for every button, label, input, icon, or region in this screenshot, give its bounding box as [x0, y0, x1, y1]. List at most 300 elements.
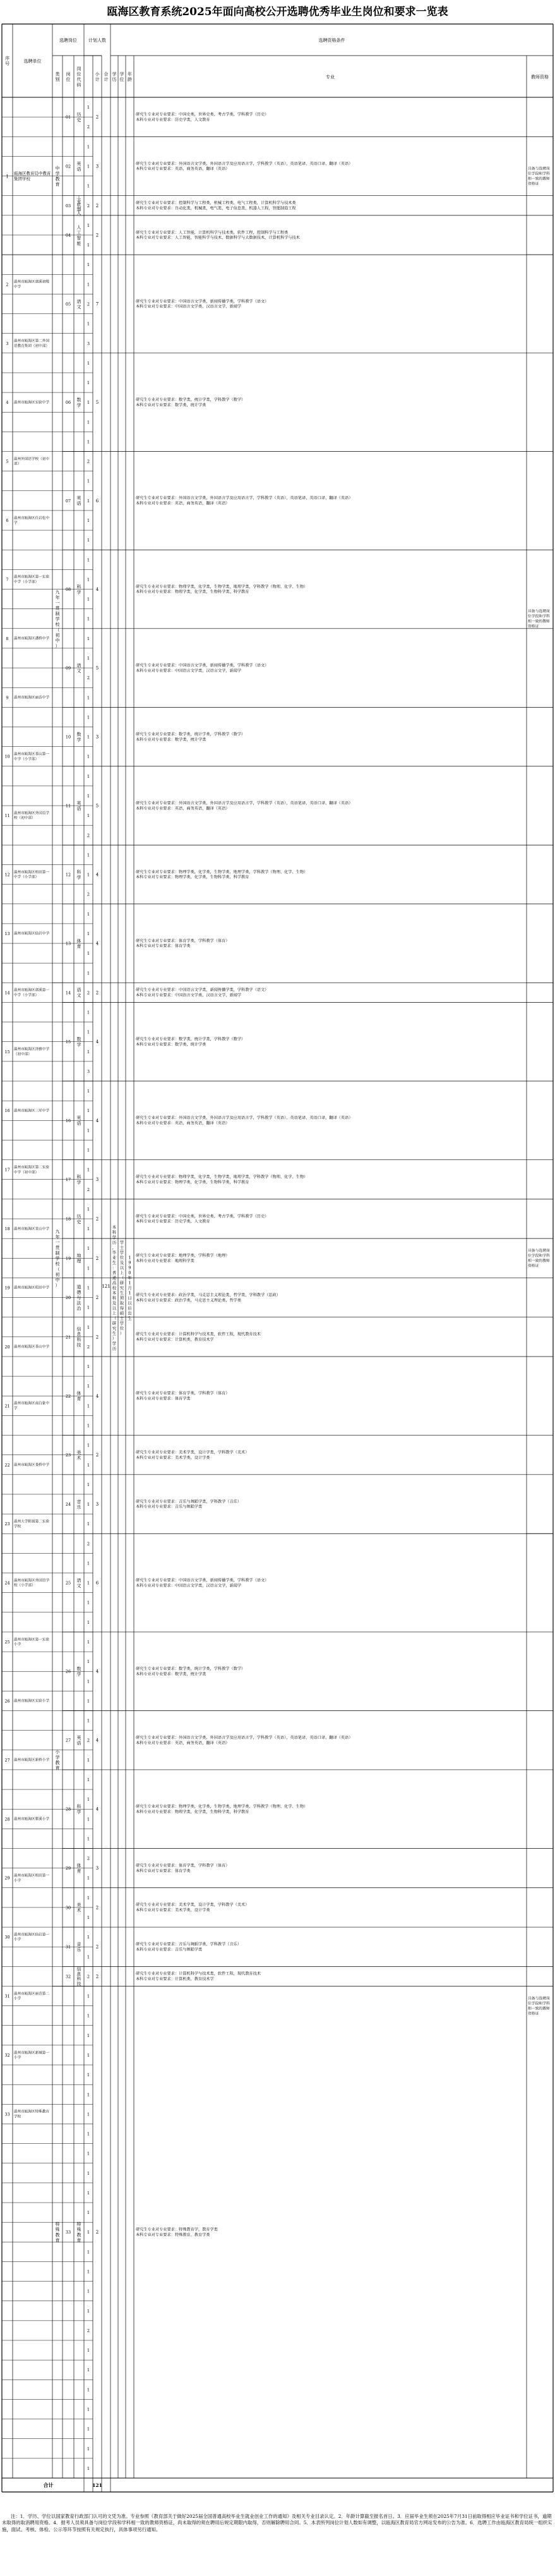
plan-count: 1	[87, 1384, 90, 1389]
major-requirement: 研究生专业对专业要求：体育学类，学科教学（体育）本科专业对专业要求：体育学类	[136, 1391, 230, 1401]
major-requirement: 研究生专业对专业要求：人工智能，计算机科学与技术类，软件工程，控制科学与工程类本科专业对专业要求：人工智能，智能科学与技术，数据科学与大数据技术，计算机科学与技术	[136, 230, 300, 241]
plan-count: 1	[87, 2426, 90, 2432]
plan-count: 1	[87, 1875, 90, 1881]
plan-count: 1	[87, 2131, 90, 2137]
major-requirement: 研究生专业对专业要求：物理学类，化学类，生物学类，地理学类，学科教学（物理、化学、生物）本科专业对专业要求：物理学类，化学类，生物科学类，科学教育	[136, 1175, 308, 1185]
position-no: 16	[65, 1118, 71, 1123]
seq-number: 21	[4, 1403, 10, 1409]
seq-number: 28	[4, 1817, 10, 1822]
seq-number: 20	[4, 1344, 10, 1350]
plan-count: 1	[87, 852, 90, 858]
major-requirement: 研究生专业对专业要求：外国语言文学类，外国语言学及应用语言学，学科教学（英语），英语笔译，英语口译，翻译（英语）本科专业对专业要求：英语，商务英语，翻译（英语）	[136, 1116, 353, 1126]
plan-count: 1	[87, 1698, 90, 1704]
major-requirement: 研究生专业对专业要求：物理学类，化学类，生物学类，地理学类，学科教学（物理、化学、生物）本科专业对专业要求：物理学类，化学类，生物科学类，科学教育	[136, 1805, 308, 1815]
position-subtotal: 2	[95, 1255, 99, 1261]
school-name: 温州市瓯海区梧田第一小学	[14, 1874, 49, 1883]
plan-count: 1	[87, 1010, 90, 1015]
position-subtotal: 3	[95, 734, 99, 740]
plan-count: 1	[87, 1167, 90, 1173]
seq-number: 30	[4, 1935, 10, 1940]
plan-count: 1	[87, 144, 90, 150]
plan-count: 1	[87, 518, 90, 524]
plan-count: 1	[87, 734, 90, 740]
position-no: 27	[65, 1738, 71, 1743]
position-subtotal: 2	[95, 1216, 99, 1222]
position-subtotal: 4	[95, 941, 99, 946]
teacher-cert-requirement: 具备与选聘岗位学段和学科相一致的教师资格证	[528, 1249, 550, 1269]
position-no: 11	[65, 803, 71, 809]
teacher-cert-requirement: 具备与选聘岗位学段和学科相一致的教师资格证	[528, 167, 550, 186]
plan-count: 1	[87, 911, 90, 917]
seq-number: 17	[4, 1167, 10, 1173]
header-subtotal: 小计	[95, 71, 100, 82]
position-no: 10	[65, 734, 71, 740]
plan-count: 1	[87, 1757, 90, 1763]
plan-count: 1	[87, 1895, 90, 1901]
teacher-cert-requirement: 具备与选聘岗位学段和学科相一致的教师资格证	[528, 1997, 550, 2016]
position-no: 12	[65, 872, 71, 878]
position-name: 数学	[76, 1037, 81, 1048]
header-academic: 学位	[119, 71, 124, 82]
plan-count: 1	[87, 2269, 90, 2275]
type-label: 中学教育	[55, 166, 60, 187]
plan-count: 1	[87, 636, 90, 641]
plan-count: 1	[87, 813, 90, 819]
plan-count: 1	[87, 616, 90, 622]
position-subtotal: 4	[95, 872, 99, 878]
major-requirement: 研究生专业对专业要求：中国语言文学类，新闻传播学类，学科教学（语文）本科专业对专业要求：中国语言文学类，汉语言文学，新闻学	[136, 299, 269, 310]
plan-count: 1	[87, 1797, 90, 1803]
major-requirement: 研究生专业对专业要求：体育学类，学科教学（体育）本科专业对专业要求：体育学类	[136, 1863, 230, 1873]
plan-count: 1	[87, 1954, 90, 1960]
plan-count: 2	[87, 1856, 90, 1861]
plan-count: 2	[87, 1974, 90, 1980]
plan-count: 1	[87, 754, 90, 759]
position-name: 语文	[76, 299, 81, 310]
plan-count: 1	[87, 931, 90, 936]
position-no: 04	[65, 233, 71, 238]
plan-count: 1	[87, 1619, 90, 1625]
plan-count: 2	[87, 1344, 90, 1350]
academic-cell: 学士学位及以上（研究生须取得硕士学位）	[119, 1240, 124, 1336]
position-no: 23	[65, 1453, 71, 1458]
school-name: 温州市瓯海区第一实验中学（小学部）	[14, 575, 49, 584]
major-requirement: 研究生专业对专业要求：数学类，统计学类，学科教学（数学）本科专业对专业要求：数学类，统计学类	[136, 1667, 246, 1677]
seq-number: 22	[4, 1462, 10, 1468]
position-no: 17	[65, 1177, 71, 1183]
plan-count: 1	[87, 360, 90, 366]
plan-count: 1	[87, 1324, 90, 1330]
plan-count: 1	[87, 2465, 90, 2471]
plan-count: 2	[87, 2328, 90, 2333]
age-cell: 1 9 9 0 年 1 月 1 日以后出生	[128, 1255, 132, 1321]
plan-count: 1	[87, 1089, 90, 1094]
plan-count: 1	[87, 2013, 90, 2019]
school-name: 温州市瓯海区郭溪初级中学	[14, 280, 49, 289]
plan-count: 1	[87, 1502, 90, 1508]
plan-count: 1	[87, 1403, 90, 1409]
plan-count: 1	[87, 420, 90, 425]
position-name: 体育	[76, 1863, 81, 1874]
position-no: 26	[65, 1669, 71, 1674]
position-subtotal: 3	[95, 1177, 99, 1183]
seq-number: 4	[6, 400, 9, 406]
position-name: 科学	[76, 1804, 81, 1815]
position-no: 33	[65, 2230, 71, 2235]
seq-number: 11	[4, 813, 10, 819]
major-requirement: 研究生专业对专业要求：政治学类，马克思主义理论类，哲学类，学科教学（思政）本科专业对专业要求：政治学类，马克思主义理论类，哲学类	[136, 1293, 280, 1303]
major-requirement: 研究生专业对专业要求：音乐与舞蹈学类，学科教学（音乐）本科专业对专业要求：音乐与舞蹈学类	[136, 1942, 242, 1952]
plan-count: 2	[87, 301, 90, 307]
major-requirement: 研究生专业对专业要求：中国语言文学类，新闻传播学类，学科教学（语文）本科专业对专业要求：中国语言文学类，汉语言文学，新闻学	[136, 1578, 269, 1588]
plan-count: 1	[87, 1600, 90, 1605]
seq-number: 14	[4, 990, 10, 996]
plan-count: 1	[87, 1364, 90, 1370]
major-requirement: 研究生专业对专业要求：中国语言文学类，新闻传播学类，学科教学（语文）本科专业对专业要求：中国语言文学类，汉语言文学，新闻学	[136, 663, 269, 674]
plan-count: 1	[87, 1640, 90, 1645]
position-subtotal: 6	[95, 1580, 99, 1586]
plan-count: 1	[87, 773, 90, 779]
major-requirement: 研究生专业对专业要求：外国语言文学类，外国语言学及应用语言学，学科教学（英语），英语笔译，英语口译，翻译（英语）本科专业对专业要求：英语，商务英语，翻译（英语）	[136, 496, 353, 506]
position-name: 科学	[76, 584, 81, 595]
seq-number: 12	[4, 872, 10, 878]
plan-count: 1	[87, 1423, 90, 1429]
school-name: 温州市瓯海区新桥小学	[14, 1758, 49, 1763]
position-no: 31	[65, 1944, 71, 1950]
school-name: 温州市瓯海区潘桥中学	[14, 637, 49, 641]
position-no: 09	[65, 665, 71, 671]
plan-count: 1	[87, 2151, 90, 2156]
position-subtotal: 4	[95, 587, 99, 593]
major-requirement: 研究生专业对专业要求：外国语言文学类，外国语言学及应用语言学，学科教学（英语），英语笔译，英语口译，翻译（英语）本科专业对专业要求：英语，商务英语，翻译（英语）	[136, 1736, 353, 1746]
school-name: 温州市瓯海区景山中学	[14, 1227, 49, 1231]
position-subtotal: 2	[95, 233, 99, 238]
seq-number: 15	[4, 1049, 10, 1055]
plan-count: 1	[87, 1679, 90, 1684]
position-no: 22	[65, 1393, 71, 1399]
seq-number: 7	[6, 577, 9, 583]
plan-count: 1	[87, 1246, 90, 1252]
position-name: 英语	[76, 1735, 81, 1746]
plan-count: 1	[87, 596, 90, 602]
major-requirement: 研究生专业对专业要求：外国语言文学类，外国语言学及应用语言学，学科教学（英语），英语笔译，英语口译，翻译（英语）本科专业对专业要求：英语，商务英语，翻译（英语）	[136, 161, 353, 172]
position-subtotal: 4	[95, 1669, 99, 1674]
type-label: 九年一贯制学校（初中）	[55, 1229, 60, 1288]
position-subtotal: 4	[95, 1393, 99, 1399]
plan-count: 1	[87, 1561, 90, 1566]
position-name: 美术	[76, 1449, 81, 1461]
plan-count: 1	[87, 2112, 90, 2117]
plan-count: 1	[87, 105, 90, 111]
plan-count: 1	[87, 321, 90, 327]
school-name: 温州市瓯海区茶山中学	[14, 1345, 49, 1350]
seq-number: 31	[4, 1993, 10, 1999]
seq-number: 3	[6, 341, 9, 346]
major-requirement: 研究生专业对专业要求：物理学类，化学类，生物学类，地理学类，学科教学（物理、化学、生物）本科专业对专业要求：物理学类，化学类，生物科学类，科学教育	[136, 869, 308, 880]
header-position: 岗位	[66, 71, 71, 82]
major-requirement: 研究生专业对专业要求：数学类，统计学类，学科教学（数学）本科专业对专业要求：数学类，统计学类	[136, 397, 246, 408]
header-type: 类别	[55, 71, 60, 82]
plan-count: 2	[87, 892, 90, 897]
unit-name: 瓯海区教育局中教育集团学校	[14, 171, 51, 182]
plan-count: 1	[87, 577, 90, 583]
school-name: 温州市瓯海区梧田中学	[14, 1286, 49, 1290]
seq-number: 2	[6, 282, 9, 287]
position-subtotal: 2	[95, 114, 99, 120]
position-subtotal: 2	[95, 1905, 99, 1911]
major-requirement: 研究生专业对专业要求：中国史类，世界史类，考古学类，学科教学（历史）本科专业对专业要求：历史学类，人文教育	[136, 112, 269, 123]
position-name: 特殊教育	[76, 2222, 81, 2244]
plan-count: 1	[87, 282, 90, 287]
plan-count: 1	[87, 1128, 90, 1134]
plan-count: 1	[87, 164, 90, 169]
seq-number: 16	[4, 1108, 10, 1114]
school-name: 温州市瓯海区特殊教育学校	[14, 2110, 49, 2119]
seq-number: 8	[6, 636, 9, 641]
plan-count: 1	[87, 1108, 90, 1114]
plan-count: 1	[87, 2230, 90, 2235]
position-name: 语文	[76, 663, 81, 674]
plan-count: 3	[87, 341, 90, 346]
major-requirement: 研究生专业对专业要求：数学类，统计学类，学科教学（数学）本科专业对专业要求：数学类，统计学类	[136, 1037, 246, 1047]
position-name: 英语	[76, 801, 81, 811]
header-req-group: 选聘资格条件	[318, 38, 345, 43]
plan-count: 1	[87, 1462, 90, 1468]
major-requirement: 研究生专业对专业要求：物理学类，化学类，生物学类，地理学类，学科教学（物理、化学、生物）本科专业对专业要求：物理学类，化学类，生物科学类，科学教育	[136, 584, 308, 595]
position-subtotal: 6	[95, 498, 99, 504]
plan-count: 1	[87, 2446, 90, 2452]
plan-count: 1	[87, 222, 90, 228]
plan-count: 2	[87, 1541, 90, 1547]
plan-count: 1	[87, 2249, 90, 2255]
position-subtotal: 3	[95, 1866, 99, 1872]
plan-count: 2	[87, 990, 90, 996]
plan-count: 2	[87, 459, 90, 464]
header-unit: 选聘单位	[23, 59, 42, 64]
major-requirement: 研究生专业对专业要求：地理学类，学科教学（地理）本科专业对专业要求：地理科学类	[136, 1254, 230, 1264]
plan-count: 1	[87, 380, 90, 386]
school-name: 温州市瓯海区丽岙第二小学	[14, 1992, 49, 2001]
position-no: 02	[65, 164, 71, 169]
school-name: 温州市瓯海区第二外国语教育集团（初中部）	[14, 339, 49, 348]
plan-count: 2	[87, 675, 90, 681]
plan-count: 1	[87, 2367, 90, 2373]
plan-count: 1	[87, 2033, 90, 2038]
plan-count: 1	[87, 656, 90, 662]
position-no: 01	[65, 114, 71, 120]
header-major: 专业	[326, 75, 335, 80]
page-title: 瓯海区教育系统2025年面向高校公开选聘优秀毕业生岗位和要求一览表	[107, 6, 448, 18]
position-subtotal: 2	[95, 1453, 99, 1458]
school-name: 温州市瓯海区实验中学	[14, 401, 49, 405]
plan-count: 1	[87, 2170, 90, 2176]
plan-count: 1	[87, 2190, 90, 2196]
plan-count: 1	[87, 1914, 90, 1920]
plan-count: 1	[87, 1836, 90, 1842]
plan-count: 1	[87, 1147, 90, 1153]
position-subtotal: 2	[95, 203, 99, 209]
seq-number: 6	[6, 518, 9, 524]
position-name: 信息科技	[76, 1966, 81, 1986]
plan-count: 1	[87, 1442, 90, 1448]
school-name: 温州市瓯海区茶山第一中学（小学部）	[14, 753, 49, 761]
school-name: 温州市瓯海区娄桥中学	[14, 1463, 49, 1467]
header-position-group: 选聘岗位	[59, 38, 77, 43]
school-name: 温州市瓯海区任岩松中学	[14, 516, 49, 526]
position-name: 体育	[76, 1391, 81, 1402]
major-requirement: 研究生专业对专业要求：控制科学与工程类，机械工程类，电气工程类，计算机科学与技术类本科专业对专业要求：自动化类，机械类，电气类，电子信息类，机器人工程，智能制造工程	[136, 201, 296, 211]
position-no: 05	[65, 301, 71, 307]
plan-count: 1	[87, 2072, 90, 2078]
school-name: 温州市瓯海区外国语学校（初中部）	[14, 811, 49, 821]
seq-number: 5	[6, 459, 9, 464]
major-requirement: 研究生专业对专业要求：计算机科学与技术类，软件工程，现代教育技术本科专业对专业要求：计算机类，教育技术学	[136, 1971, 261, 1982]
position-subtotal: 5	[95, 803, 99, 809]
plan-count: 1	[87, 498, 90, 504]
position-subtotal: 4	[95, 1118, 99, 1123]
plan-count: 1	[87, 2052, 90, 2058]
header-total: 合计	[104, 71, 109, 82]
plan-count: 1	[87, 1305, 90, 1310]
position-subtotal: 4	[95, 1039, 99, 1045]
plan-count: 1	[87, 1659, 90, 1665]
plan-count: 2	[87, 1187, 90, 1192]
plan-count: 1	[87, 2387, 90, 2393]
teacher-cert-requirement: 具备与选聘岗位学段和学科相一致的教师资格证	[528, 610, 550, 629]
seq-number: 9	[6, 695, 9, 701]
position-no: 21	[65, 1334, 71, 1340]
plan-count: 1	[87, 2308, 90, 2314]
position-name: 地理	[76, 1253, 81, 1264]
plan-count: 1	[87, 2348, 90, 2354]
plan-count: 1	[87, 1817, 90, 1822]
school-name: 温州市瓯海区泽雅中学（初中部）	[14, 1048, 49, 1056]
plan-count: 1	[87, 1206, 90, 1212]
plan-count: 1	[87, 183, 90, 189]
position-no: 30	[65, 1905, 71, 1911]
header-degree: 学历	[112, 71, 117, 82]
position-name: 数学	[76, 1666, 81, 1678]
position-name: 体育	[76, 938, 81, 949]
position-no: 20	[65, 1295, 71, 1301]
footnotes: 注：1．学历、学位以国家教育行政部门认可的文凭为准。专业参照《教育部关于做好2025届全国普通高校毕业生就业创业工作的通知》及相关专业目录认定。2．年龄计算截至报名首日。3．应届毕业生须在2025年7月31日前取得相应毕业证书和学位证书，逾期未取得的取消聘用资格。4．报考人员须具备与岗位学段和学科相一致的教师资格证，尚未取得的须在聘用后规定期限内取得，否则解除聘用合同。5．本表所列岗位计划人数如有调整，以瓯海区教育局官方网站发布的公告为准。6．选聘工作由瓯海区教育局统一组织实施，面试、考核、体检、公示等环节按照有关规定执行，具体事项另行通知。	[2, 2513, 552, 2532]
seq-number: 33	[4, 2112, 10, 2117]
position-subtotal: 2	[95, 990, 99, 996]
seq-number: 32	[4, 2052, 10, 2058]
plan-count: 1	[87, 1580, 90, 1586]
plan-count: 1	[87, 2289, 90, 2294]
position-no: 19	[65, 1255, 71, 1261]
position-subtotal: 7	[95, 301, 99, 307]
type-label: 特殊教育	[55, 2222, 60, 2244]
position-no: 18	[65, 1216, 71, 1222]
position-subtotal: 2	[95, 1295, 99, 1301]
seq-number: 18	[4, 1226, 10, 1232]
seq-number: 26	[4, 1698, 10, 1704]
position-name: 英语	[76, 495, 81, 507]
plan-count: 1	[87, 262, 90, 268]
major-requirement: 研究生专业对专业要求：特殊教育学，教育学类本科专业对专业要求：特殊教育，教育学类	[136, 2227, 218, 2237]
school-name: 温州市瓯海区实验小学	[14, 1699, 49, 1703]
position-no: 14	[65, 990, 71, 996]
position-subtotal: 5	[95, 400, 99, 406]
position-name: 美术	[76, 1902, 81, 1913]
plan-count: 1	[87, 478, 90, 484]
total-cell: 121	[102, 1284, 110, 1289]
position-subtotal: 2	[95, 1974, 99, 1980]
plan-count: 3	[87, 1068, 90, 1074]
plan-count: 1	[87, 557, 90, 563]
plan-count: 1	[87, 1935, 90, 1940]
major-requirement: 研究生专业对专业要求：中国语言文学类，新闻传播学类，学科教学（语文）本科专业对专业要求：中国语言文学类，汉语言文学，新闻学	[136, 988, 269, 998]
header-age: 年龄	[128, 71, 132, 82]
school-name: 温州大学附属第二实验学校	[14, 1520, 49, 1529]
position-no: 06	[65, 400, 71, 406]
plan-count: 2	[87, 124, 90, 130]
school-name: 温州市瓯海区第二实验中学（初中部）	[14, 1165, 49, 1175]
school-name: 温州市瓯海区仙岩第一小学	[14, 1933, 49, 1942]
seq-number: 13	[4, 931, 10, 936]
position-name: 英语	[76, 1115, 81, 1127]
position-name: 音乐	[76, 1942, 81, 1953]
degree-cell: 本科学历，毕业生：普通高校本科及以上（研究生）学历	[112, 1225, 117, 1351]
position-name: 科学	[76, 869, 81, 880]
plan-count: 1	[87, 400, 90, 406]
school-name: 温州市瓯海区第一实验小学	[14, 1638, 49, 1647]
position-subtotal: 5	[95, 665, 99, 671]
header-seq: 序号	[5, 56, 9, 66]
plan-count: 1	[87, 538, 90, 543]
position-no: 29	[65, 1866, 71, 1872]
school-name: 温州市瓯海区仙岩中学	[14, 932, 49, 936]
plan-count: 1	[87, 715, 90, 720]
plan-count: 1	[87, 2407, 90, 2412]
plan-count: 1	[87, 2092, 90, 2098]
seq-number: 23	[4, 1521, 10, 1527]
plan-count: 1	[87, 2210, 90, 2216]
major-requirement: 研究生专业对专业要求：计算机科学与技术类，软件工程，现代教育技术本科专业对专业要求：计算机类，教育技术学	[136, 1332, 261, 1343]
school-name: 温州市瓯海区三垟中学	[14, 1109, 49, 1113]
position-name: 信息科技	[76, 1326, 81, 1348]
position-name: 历史	[76, 112, 81, 123]
plan-count: 1	[87, 1226, 90, 1232]
total-label: 合计	[43, 2482, 54, 2488]
major-requirement: 研究生专业对专业要求：数学类，统计学类，学科教学（数学）本科专业对专业要求：数学类，统计学类	[136, 732, 246, 742]
position-subtotal: 2	[95, 2230, 99, 2235]
position-name: 道德与法治	[76, 1285, 81, 1312]
seq-number: 25	[4, 1640, 10, 1645]
position-name: 数学	[76, 397, 81, 408]
plan-count: 1	[87, 951, 90, 957]
plan-count: 1	[87, 872, 90, 878]
plan-count: 1	[87, 1521, 90, 1527]
plan-count: 1	[87, 1049, 90, 1055]
plan-count: 1	[87, 695, 90, 701]
position-subtotal: 4	[95, 1806, 99, 1812]
major-requirement: 研究生专业对专业要求：音乐与舞蹈学类，学科教学（音乐）本科专业对专业要求：音乐与舞蹈学类	[136, 1499, 242, 1509]
school-name: 温州市瓯海区丽岙中学	[14, 696, 49, 700]
position-name: 语文	[76, 1578, 81, 1588]
position-no: 07	[65, 498, 71, 504]
position-no: 32	[65, 1974, 71, 1980]
position-no: 08	[65, 587, 71, 593]
plan-count: 1	[87, 1285, 90, 1291]
school-name: 温州市瓯海区新城第一小学	[14, 2051, 49, 2060]
seq-number: 10	[4, 754, 10, 759]
plan-count: 2	[87, 833, 90, 838]
position-name: 音乐	[76, 1499, 81, 1510]
school-name: 温州外国语学校（初中部）	[14, 457, 49, 466]
